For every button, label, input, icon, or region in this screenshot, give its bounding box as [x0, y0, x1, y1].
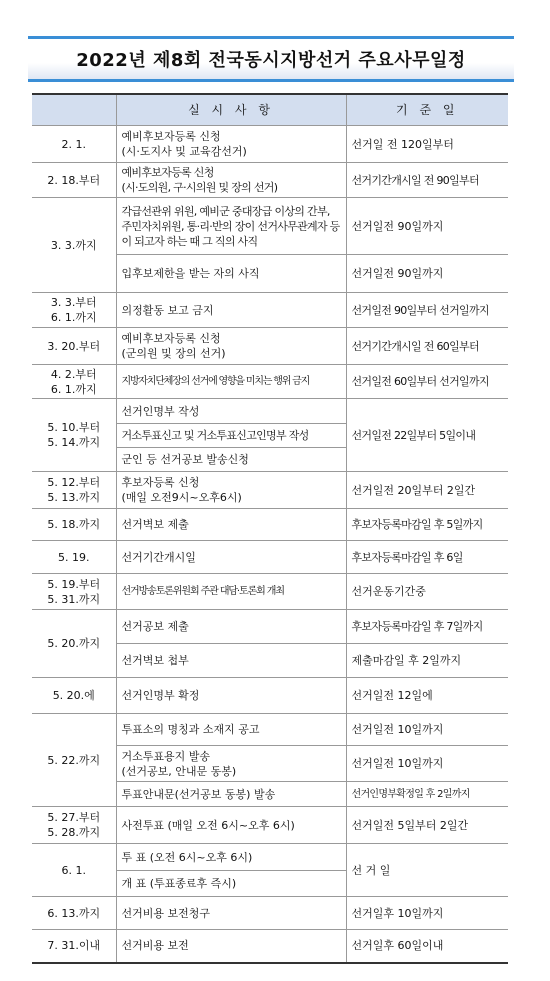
table-row — [32, 897, 508, 930]
item-cell: 선거비용 보전청구 — [116, 897, 346, 930]
header-row — [32, 94, 508, 126]
table-row — [32, 610, 508, 644]
schedule-table — [32, 93, 508, 964]
date-cell: 5. 19. — [32, 541, 116, 574]
title-banner — [28, 36, 514, 82]
table-row — [32, 574, 508, 610]
table-row — [32, 930, 508, 963]
base-cell: 선거기간개시일 전 60일부터 — [346, 328, 508, 365]
item-cell: 투표안내문(선거공보 동봉) 발송 — [116, 782, 346, 807]
base-cell: 선거운동기간중 — [346, 574, 508, 610]
base-cell: 후보자등록마감일 후 5일까지 — [346, 509, 508, 541]
item-cell: 지방자치단체장의 선거에 영향을 미치는 행위 금지 — [116, 365, 346, 399]
base-cell: 선거일전 20일부터 2일간 — [346, 472, 508, 509]
date-cell: 3. 20.부터 — [32, 328, 116, 365]
item-cell: 선거기간개시일 — [116, 541, 346, 574]
base-cell: 선거기간개시일 전 90일부터 — [346, 163, 508, 198]
header-item: 실 시 사 항 — [116, 94, 346, 126]
item-cell: 선거비용 보전 — [116, 930, 346, 963]
item-cell: 예비후보자등록 신청 (시·도의원, 구·시의원 및 장의 선거) — [116, 163, 346, 198]
date-cell: 5. 12.부터 5. 13.까지 — [32, 472, 116, 509]
table-row — [32, 472, 508, 509]
base-cell: 선거일후 10일까지 — [346, 897, 508, 930]
base-cell: 선거일 전 120일부터 — [346, 126, 508, 163]
item-cell: 예비후보자등록 신청 (군의원 및 장의 선거) — [116, 328, 346, 365]
item-cell: 각급선관위 위원, 예비군 중대장급 이상의 간부, 주민자치위원, 통·리·반의 장이 선거사무관계자 등이 되고자 하는 때 그 직의 사직 — [116, 198, 346, 255]
item-cell: 의정활동 보고 금지 — [116, 293, 346, 328]
table-row — [32, 328, 508, 365]
date-cell: 5. 27.부터 5. 28.까지 — [32, 807, 116, 844]
date-cell: 5. 18.까지 — [32, 509, 116, 541]
table-row — [32, 541, 508, 574]
item-cell: 선거공보 제출 — [116, 610, 346, 644]
item-cell: 거소투표신고 및 거소투표신고인명부 작성 — [116, 424, 346, 448]
item-cell: 예비후보자등록 신청 (시·도지사 및 교육감선거) — [116, 126, 346, 163]
table-row — [32, 807, 508, 844]
base-cell: 선거일전 5일부터 2일간 — [346, 807, 508, 844]
base-cell: 제출마감일 후 2일까지 — [346, 644, 508, 678]
date-cell: 7. 31.이내 — [32, 930, 116, 963]
header-base: 기 준 일 — [346, 94, 508, 126]
base-cell: 선거일전 12일에 — [346, 678, 508, 714]
item-cell: 선거벽보 첩부 — [116, 644, 346, 678]
header-date — [32, 94, 116, 126]
item-cell: 선거방송토론위원회 주관 대담·토론회 개최 — [116, 574, 346, 610]
base-cell: 선거일전 90일까지 — [346, 198, 508, 255]
date-cell: 5. 20.까지 — [32, 610, 116, 678]
base-cell: 선거일전 10일까지 — [346, 714, 508, 746]
date-cell: 5. 19.부터 5. 31.까지 — [32, 574, 116, 610]
base-cell: 선거일전 60일부터 선거일까지 — [346, 365, 508, 399]
table-row — [32, 678, 508, 714]
item-cell: 선거인명부 확정 — [116, 678, 346, 714]
base-cell: 선거일전 22일부터 5일이내 — [346, 399, 508, 472]
date-cell: 2. 18.부터 — [32, 163, 116, 198]
table-row — [32, 126, 508, 163]
table-row — [32, 365, 508, 399]
table-row — [32, 844, 508, 871]
base-cell: 선거일후 60일이내 — [346, 930, 508, 963]
date-cell: 4. 2.부터 6. 1.까지 — [32, 365, 116, 399]
table-row — [32, 714, 508, 746]
table-row — [32, 293, 508, 328]
date-cell: 3. 3.까지 — [32, 198, 116, 293]
date-cell: 6. 13.까지 — [32, 897, 116, 930]
item-cell: 선거인명부 작성 — [116, 399, 346, 424]
base-cell: 선거일전 90일까지 — [346, 255, 508, 293]
item-cell: 군인 등 선거공보 발송신청 — [116, 448, 346, 472]
base-cell: 선거일전 90일부터 선거일까지 — [346, 293, 508, 328]
table-row — [32, 163, 508, 198]
item-cell: 투 표 (오전 6시~오후 6시) — [116, 844, 346, 871]
item-cell: 개 표 (투표종료후 즉시) — [116, 871, 346, 897]
item-cell: 입후보제한을 받는 자의 사직 — [116, 255, 346, 293]
base-cell: 후보자등록마감일 후 6일 — [346, 541, 508, 574]
base-cell: 선거일전 10일까지 — [346, 746, 508, 782]
date-cell: 3. 3.부터 6. 1.까지 — [32, 293, 116, 328]
table-row — [32, 399, 508, 424]
base-cell: 선거인명부확정일 후 2일까지 — [346, 782, 508, 807]
date-cell: 5. 22.까지 — [32, 714, 116, 807]
item-cell: 거소투표용지 발송 (선거공보, 안내문 동봉) — [116, 746, 346, 782]
date-cell: 5. 10.부터 5. 14.까지 — [32, 399, 116, 472]
page-title: 2022년 제8회 전국동시지방선거 주요사무일정 — [76, 50, 466, 71]
base-cell: 후보자등록마감일 후 7일까지 — [346, 610, 508, 644]
date-cell: 2. 1. — [32, 126, 116, 163]
date-cell: 5. 20.에 — [32, 678, 116, 714]
date-cell: 6. 1. — [32, 844, 116, 897]
item-cell: 후보자등록 신청 (매일 오전9시~오후6시) — [116, 472, 346, 509]
item-cell: 사전투표 (매일 오전 6시~오후 6시) — [116, 807, 346, 844]
item-cell: 투표소의 명칭과 소재지 공고 — [116, 714, 346, 746]
item-cell: 선거벽보 제출 — [116, 509, 346, 541]
base-cell: 선 거 일 — [346, 844, 508, 897]
table-row — [32, 509, 508, 541]
table-row — [32, 198, 508, 255]
